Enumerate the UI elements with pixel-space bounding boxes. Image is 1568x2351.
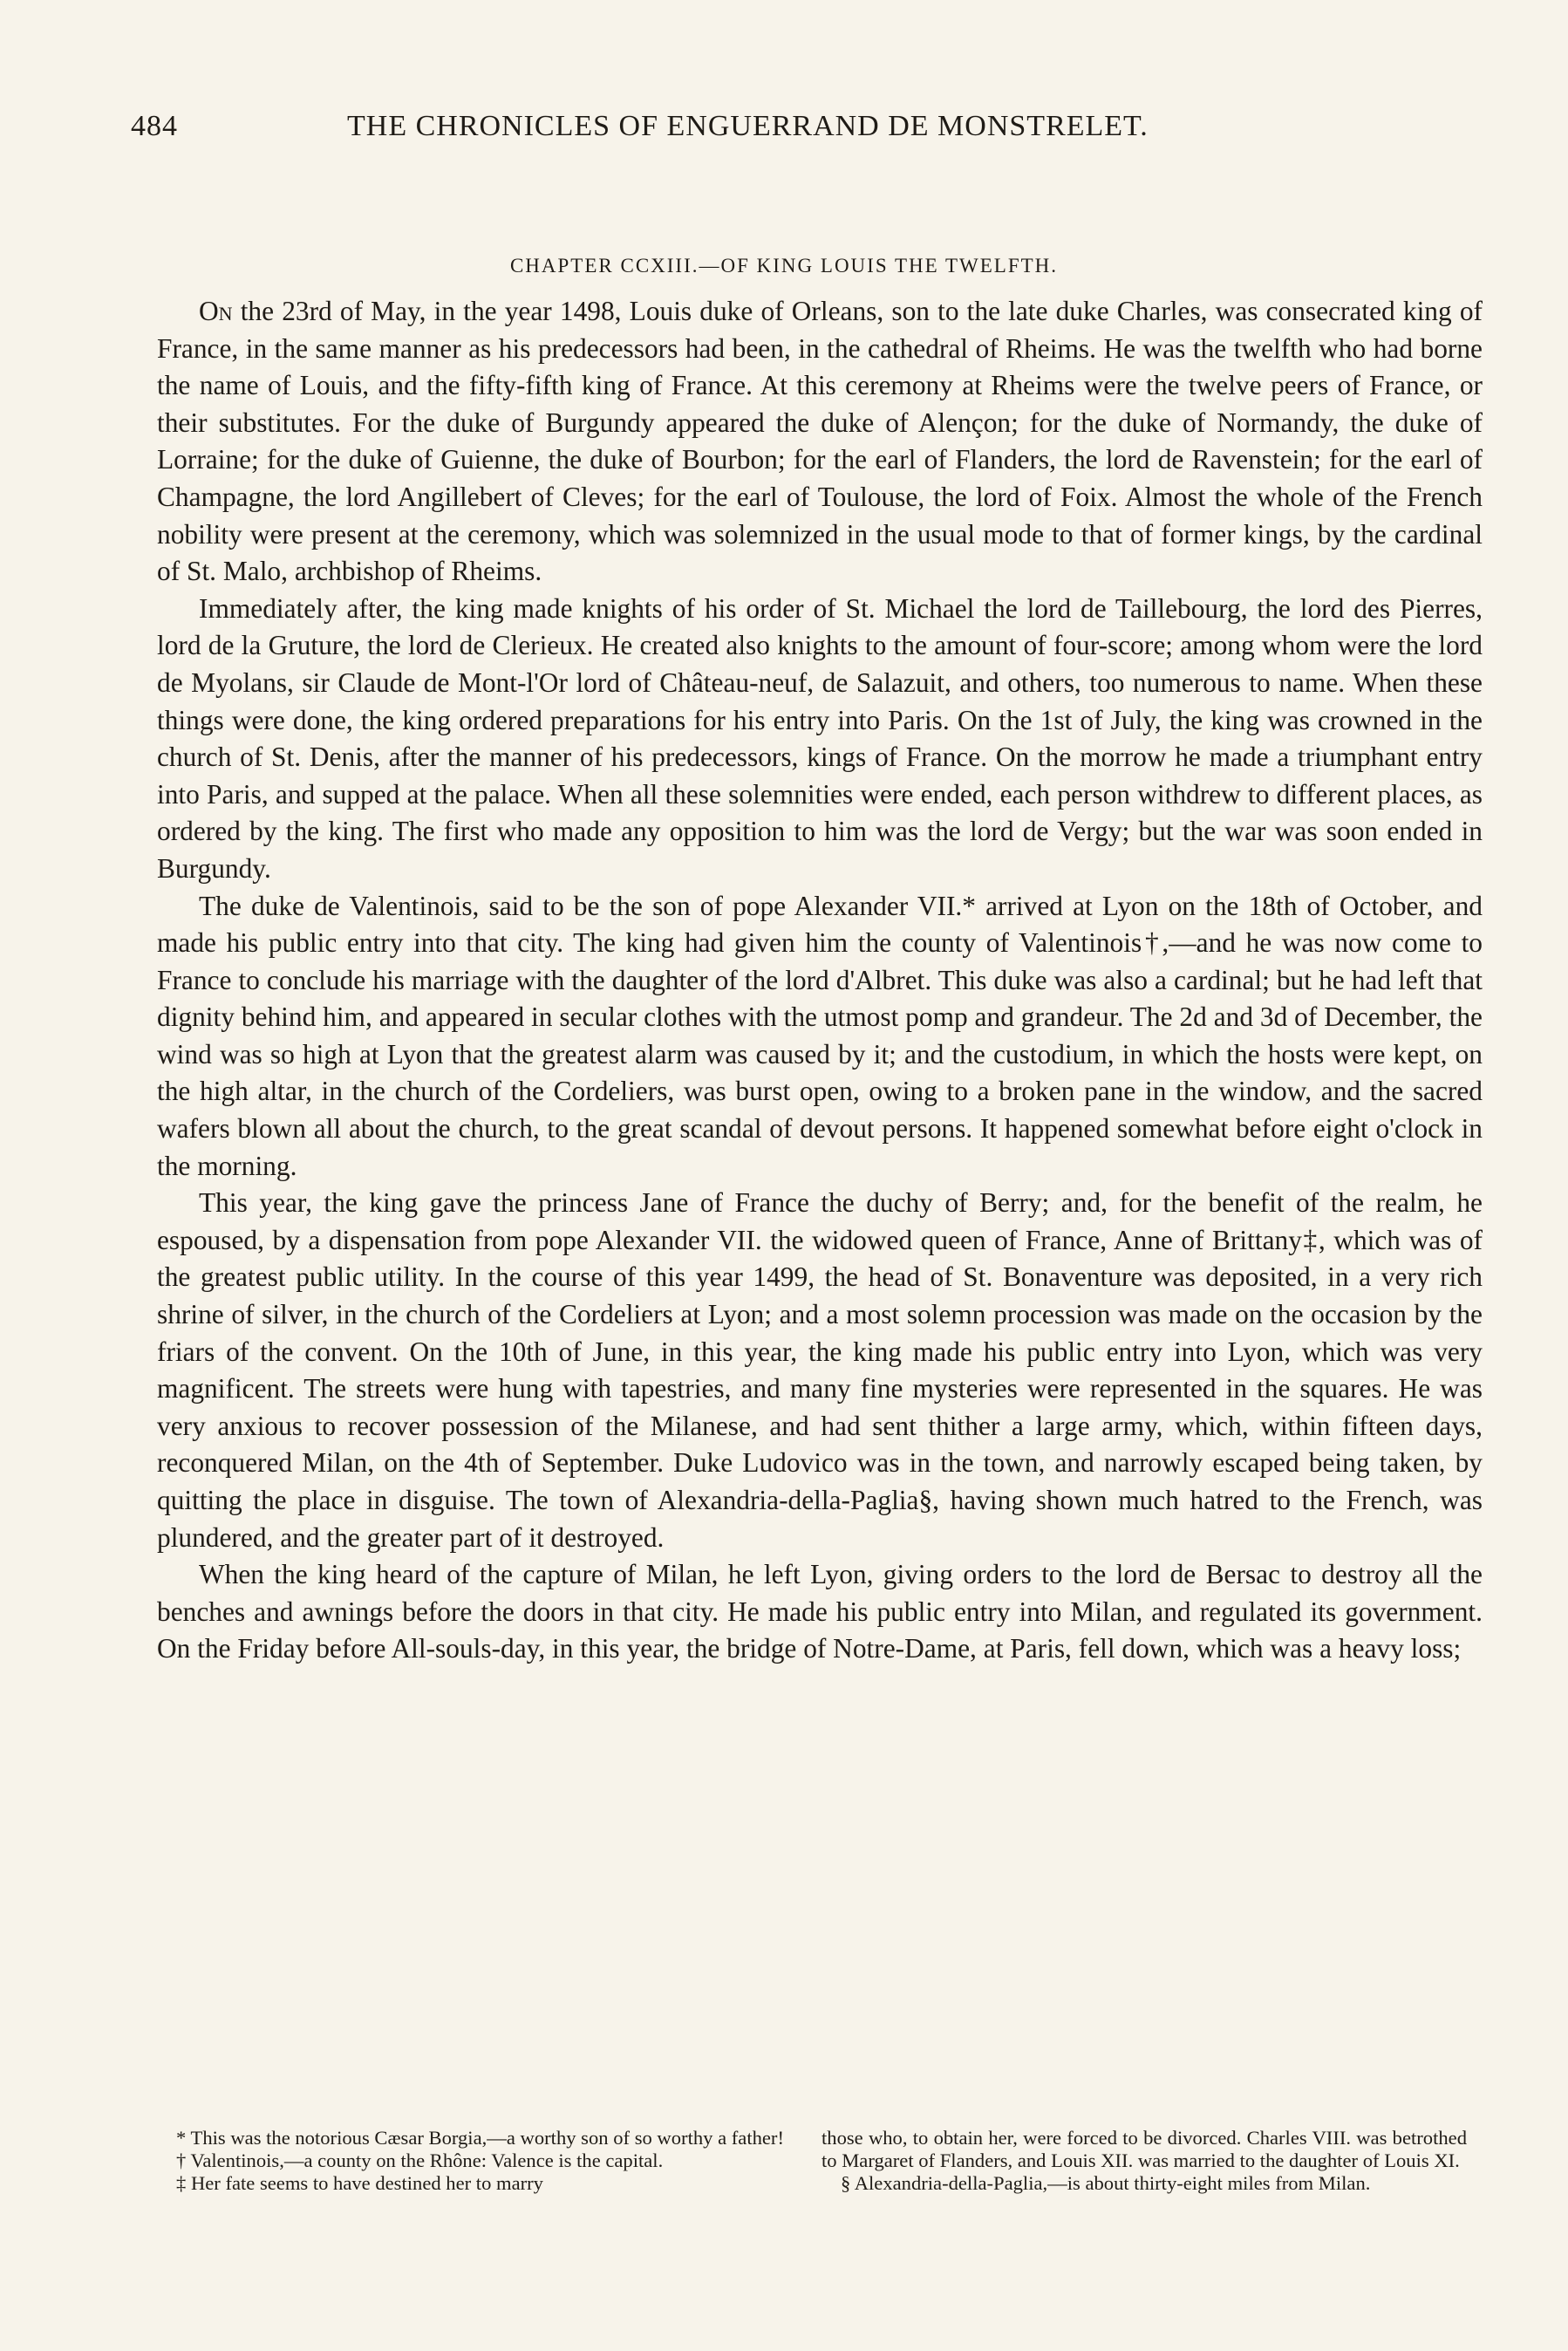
- footnote: * This was the notorious Cæsar Borgia,—a worthy son of so worthy a father!: [176, 2127, 784, 2149]
- paragraph-text: The duke de Valentinois, said to be the son of pope Alexander VII.* arrived at Lyon on the 18th of October, and made his public entry into that city. The king had given him the county of Valentinois†,—and he was now come to France to conclude his marriage with the daughter of the lord d'Albret. This duke was also a cardinal; but he had left that dignity behind him, and appeared in secular clothes with the utmost pomp and grandeur. The 2d and 3d of December, the wind was so high at Lyon that the greatest alarm was caused by it; and the custodium, in which the hosts were kept, on the high altar, in the church of the Cordeliers, was burst open, owing to a broken pane in the window, and the sacred wafers blown all about the church, to the great scandal of devout persons. It happened somewhat before eight o'clock in the morning.: [157, 890, 1483, 1181]
- paragraph: [157, 1556, 1483, 1668]
- paragraph: [157, 293, 1483, 591]
- footnotes: [157, 2127, 1483, 2310]
- paragraph: [157, 1185, 1483, 1556]
- footnote: † Valentinois,—a county on the Rhône: Valence is the capital.: [176, 2149, 664, 2171]
- paragraph: [157, 591, 1483, 888]
- running-title: THE CHRONICLES OF ENGUERRAND DE MONSTRELET.: [347, 110, 1149, 142]
- paragraph: [157, 888, 1483, 1186]
- paragraph-text: Immediately after, the king made knights of his order of St. Michael the lord de Taillebourg, the lord des Pierres, lord de la Gruture, the lord de Clerieux. He created also knights to the amount of four-score; among whom were the lord de Myolans, sir Claude de Mont-l'Or lord of Château-neuf, de Salazuit, and others, too numerous to name. When these things were done, the king ordered preparations for his entry into Paris. On the 1st of July, the king was crowned in the church of St. Denis, after the manner of his predecessors, kings of France. On the morrow he made a triumphant entry into Paris, and supped at the palace. When all these solemnities were ended, each person withdrew to different places, as ordered by the king. The first who made any opposition to him was the lord de Vergy; but the war was soon ended in Burgundy.: [157, 592, 1483, 884]
- page-number: 484: [131, 110, 178, 142]
- footnotes-right-column: [821, 2127, 1467, 2195]
- chapter-body: [157, 293, 1483, 1668]
- footnote-continuation: those who, to obtain her, were forced to be divorced. Charles VIII. was betrothed to Margaret of Flanders, and Louis XII. was married to the daughter of Louis XI.: [821, 2127, 1467, 2171]
- paragraph-text: When the king heard of the capture of Milan, he left Lyon, giving orders to the lord de Bersac to destroy all the benches and awnings before the doors in that city. He made his public entry into Milan, and regulated its government. On the Friday before All-souls-day, in this year, the bridge of Notre-Dame, at Paris, fell down, which was a heavy loss;: [157, 1559, 1483, 1664]
- footnote: § Alexandria-della-Paglia,—is about thirty-eight miles from Milan.: [841, 2172, 1371, 2194]
- paragraph-text: the 23rd of May, in the year 1498, Louis duke of Orleans, son to the late duke Charles, was consecrated king of France, in the same manner as his predecessors had been, in the cathedral of Rheims. He was the twelfth who had borne the name of Louis, and the fifty-fifth king of France. At this ceremony at Rheims were the twelve peers of France, or their substitutes. For the duke of Burgundy appeared the duke of Alençon; for the duke of Normandy, the duke of Lorraine; for the duke of Guienne, the duke of Bourbon; for the earl of Flanders, the lord de Ravenstein; for the earl of Champagne, the lord Angillebert of Cleves; for the earl of Toulouse, the lord of Foix. Almost the whole of the French nobility were present at the ceremony, which was solemnized in the usual mode to that of former kings, by the cardinal of St. Malo, archbishop of Rheims.: [157, 296, 1483, 587]
- paragraph-lead: On: [199, 296, 233, 326]
- chapter-heading: CHAPTER CCXIII.—OF KING LOUIS THE TWELFTH.: [509, 255, 1059, 277]
- paragraph-text: This year, the king gave the princess Jane of France the duchy of Berry; and, for the benefit of the realm, he espoused, by a dispensation from pope Alexander VII. the widowed queen of France, Anne of Brittany‡, which was of the greatest public utility. In the course of this year 1499, the head of St. Bonaventure was deposited, in a very rich shrine of silver, in the church of the Cordeliers at Lyon; and a most solemn procession was made on the occasion by the friars of the convent. On the 10th of June, in this year, the king made his public entry into Lyon, which was very magnificent. The streets were hung with tapestries, and many fine mysteries were represented in the squares. He was very anxious to recover possession of the Milanese, and had sent thither a large army, which, within fifteen days, reconquered Milan, on the 4th of September. Duke Ludovico was in the town, and narrowly escaped being taken, by quitting the place in disguise. The town of Alexandria-della-Paglia§, having shown much hatred to the French, was plundered, and the greater part of it destroyed.: [157, 1187, 1483, 1553]
- footnote: ‡ Her fate seems to have destined her to marry: [176, 2172, 543, 2194]
- footnotes-left-column: [157, 2127, 802, 2195]
- running-header: [131, 110, 1456, 154]
